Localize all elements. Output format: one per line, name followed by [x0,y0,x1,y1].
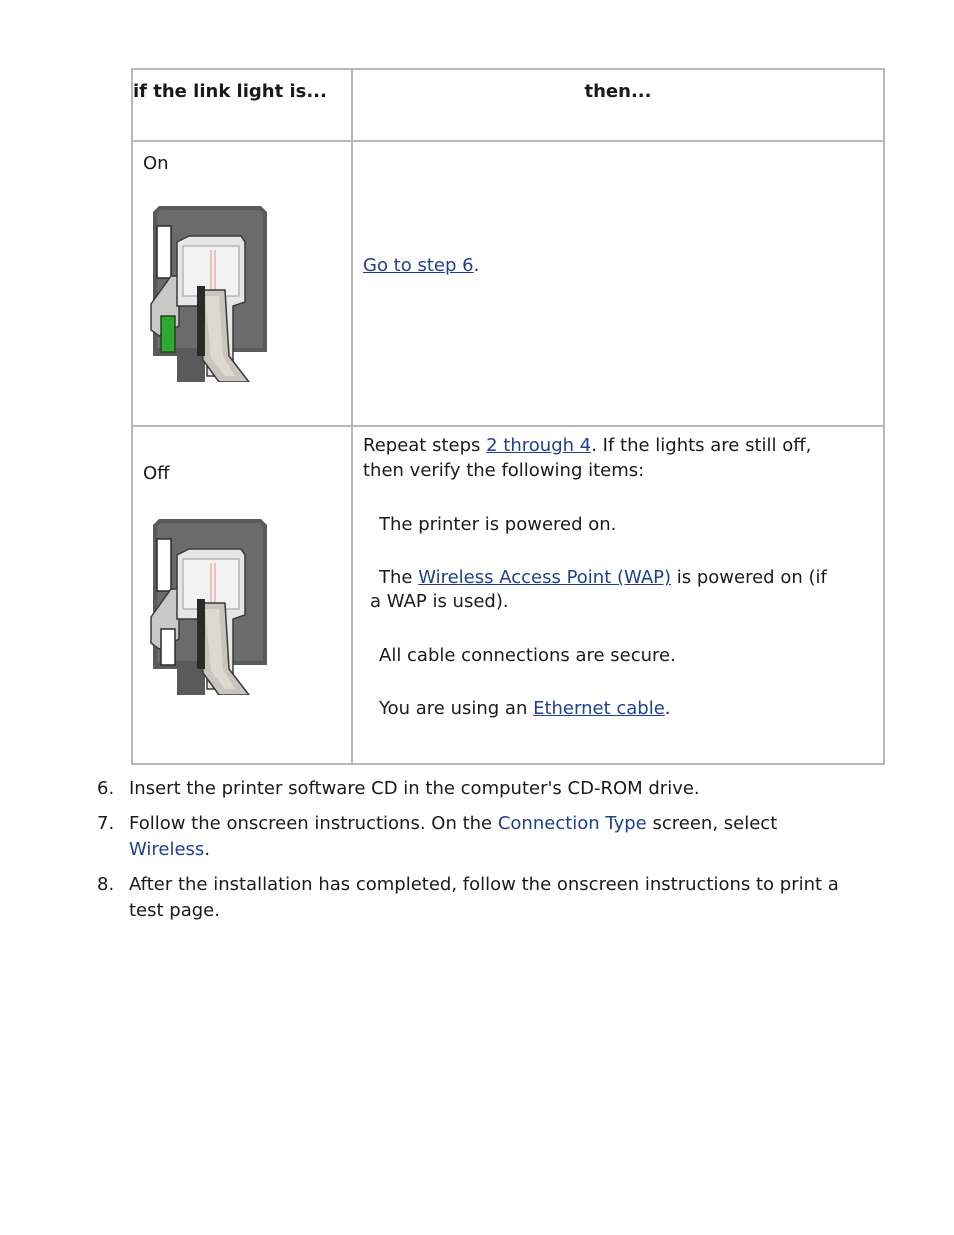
steps-2-through-4-link[interactable]: 2 through 4 [486,435,592,456]
step-7-prefix: Follow the onscreen instructions. On the [129,813,498,834]
wap-line2: a WAP is used). [370,591,509,612]
verify-items-text: then verify the following items: [363,460,645,481]
list-item [0,776,954,811]
step-text [129,811,889,863]
step-number: 8. [97,874,115,895]
repeat-steps-prefix: Repeat steps [363,435,487,456]
ethernet-suffix: . [664,698,671,719]
check-item-wap [379,565,869,590]
list-item [0,872,954,924]
wap-suffix: is powered on (if [671,567,827,588]
state-label-on: On [143,153,169,174]
check-item-powered-on: The printer is powered on. [379,514,617,535]
state-cell-off [132,426,352,764]
installation-steps-list [0,776,954,924]
step-text: Insert the printer software CD in the computer's CD-ROM drive. [129,778,700,799]
action-cell-off [352,426,884,764]
step-8-line2: test page. [129,900,220,921]
wap-prefix: The [379,567,419,588]
check-item-cables: All cable connections are secure. [379,645,676,666]
repeat-steps-text [363,433,863,483]
wireless-term: Wireless [129,839,205,860]
step-7-suffix: . [204,839,211,860]
network-port-link-light-off-icon [149,519,269,695]
list-item [0,811,954,872]
state-label-off: Off [143,463,170,484]
network-port-link-light-on-icon [149,206,269,382]
table-header-row [132,69,884,141]
go-to-step-text [363,253,479,278]
table-row [132,141,884,426]
step-number: 6. [97,778,115,799]
step-text [129,872,889,924]
wireless-access-point-link[interactable]: Wireless Access Point (WAP) [418,567,672,588]
header-link-light: if the link light is... [132,69,352,141]
step-7-mid: screen, select [646,813,778,834]
action-cell-on [352,141,884,426]
ethernet-cable-link[interactable]: Ethernet cable [533,698,665,719]
ethernet-prefix: You are using an [379,698,534,719]
state-cell-on [132,141,352,426]
go-to-step-6-link[interactable]: Go to step 6 [363,255,474,276]
check-item-ethernet [379,696,869,721]
repeat-steps-suffix: . If the lights are still off, [591,435,812,456]
step-8-line1: After the installation has completed, follow the onscreen instructions to print a [129,874,839,895]
table-row [132,426,884,764]
link-light-table [131,68,885,765]
header-then: then... [352,69,884,141]
connection-type-term: Connection Type [497,813,647,834]
go-to-step-period: . [473,255,480,276]
step-number: 7. [97,813,115,834]
